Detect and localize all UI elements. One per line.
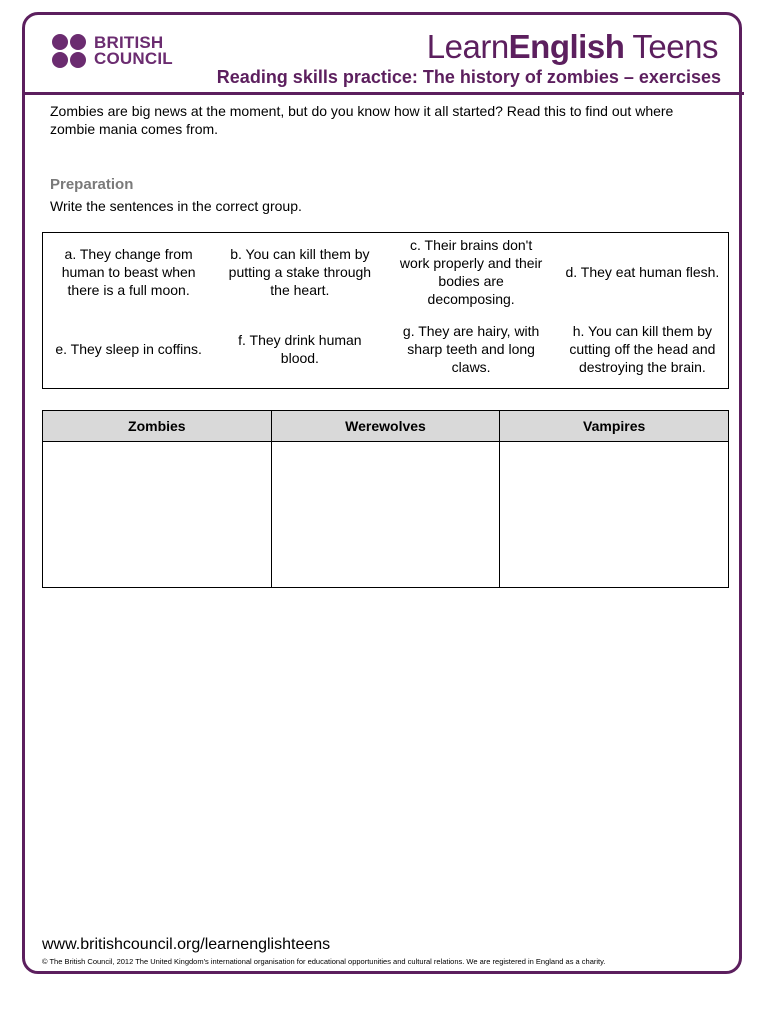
brand-english: English [508, 28, 625, 65]
logo-line-1: BRITISH [94, 33, 164, 52]
zombies-answer-cell[interactable] [43, 442, 272, 588]
british-council-logo [52, 34, 173, 68]
sentence-g: g. They are hairy, with sharp teeth and long claws. [402, 323, 540, 376]
logo-text [94, 35, 173, 67]
sentence-c: c. Their brains don't work properly and their bodies are decomposing. [399, 236, 543, 307]
learnenglish-teens-brand [427, 28, 718, 66]
footer-copyright: © The British Council, 2012 The United Kingdom's international organisation for educational opportunities and cultural relations. We are registered in England as a charity. [42, 957, 606, 966]
preparation-heading: Preparation [50, 176, 134, 193]
groups-header-row [43, 411, 729, 442]
footer-url: www.britishcouncil.org/learnenglishteens [42, 936, 331, 953]
zombies-header: Zombies [43, 411, 272, 442]
sentence-a: a. They change from human to beast when there is a full moon. [61, 245, 196, 298]
brand-teens: Teens [624, 28, 718, 65]
groups-table [42, 410, 729, 588]
sentence-b: b. You can kill them by putting a stake through the heart. [228, 245, 372, 298]
sentence-box [42, 232, 729, 389]
sentence-h: h. You can kill them by cutting off the head and destroying the brain. [569, 323, 716, 376]
groups-answer-row [43, 442, 729, 588]
intro-text: Zombies are big news at the moment, but do you know how it all started? Read this to find out where zombie mania comes from. [50, 103, 674, 137]
sentence-f: f. They drink human blood. [238, 332, 362, 367]
page-title: Reading skills practice: The history of zombies – exercises [216, 67, 721, 87]
logo-line-2: COUNCIL [94, 49, 173, 68]
preparation-instruction: Write the sentences in the correct group. [50, 198, 302, 214]
vampires-answer-cell[interactable] [500, 442, 729, 588]
werewolves-header: Werewolves [271, 411, 500, 442]
brand-learn: Learn [426, 28, 509, 65]
vampires-header: Vampires [500, 411, 729, 442]
werewolves-answer-cell[interactable] [271, 442, 500, 588]
logo-dots-icon [52, 34, 88, 68]
header-divider [22, 92, 744, 95]
sentence-e: e. They sleep in coffins. [55, 341, 202, 358]
sentence-d: d. They eat human flesh. [565, 263, 720, 280]
